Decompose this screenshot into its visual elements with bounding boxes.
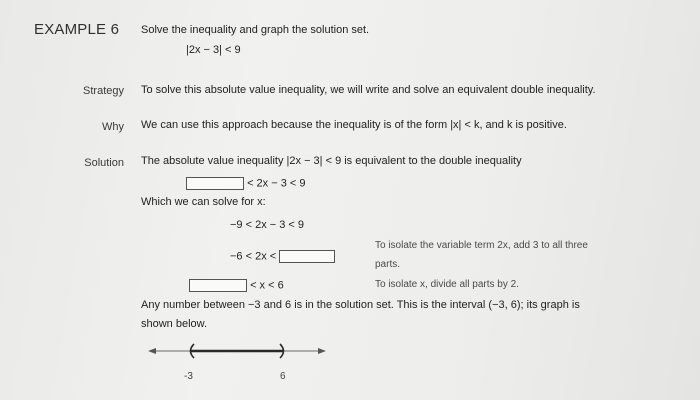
answer-blank-box[interactable] xyxy=(279,250,335,263)
left-arrow-icon xyxy=(148,348,156,354)
why-label: Why xyxy=(102,121,124,133)
step2-note-line2: parts. xyxy=(375,259,401,270)
step2-row xyxy=(230,250,335,263)
answer-blank-box[interactable] xyxy=(189,279,247,292)
step1-text: −9 < 2x − 3 < 9 xyxy=(230,219,305,231)
step2-note-line1: To isolate the variable term 2x, add 3 to all three xyxy=(375,240,588,251)
number-line xyxy=(140,336,340,386)
strategy-text: To solve this absolute value inequality, we will write and solve an equivalent double inequality. xyxy=(141,84,596,96)
step3-note: To isolate x, divide all parts by 2. xyxy=(375,279,519,290)
example-title: Solve the inequality and graph the solution set. xyxy=(141,24,370,36)
why-text: We can use this approach because the inequality is of the form |x| < k, and k is positive. xyxy=(141,119,567,131)
which-we-can-text: Which we can solve for x: xyxy=(141,196,266,208)
conclusion-line2: shown below. xyxy=(141,318,208,330)
double-inequality-row xyxy=(186,177,305,190)
strategy-label: Strategy xyxy=(83,85,124,97)
conclusion-line1: Any number between −3 and 6 is in the solution set. This is the interval (−3, 6); its graph is xyxy=(141,299,580,311)
right-tick-label: 6 xyxy=(280,371,286,382)
double-inequality-text: < 2x − 3 < 9 xyxy=(247,177,306,190)
left-tick-label: -3 xyxy=(184,371,193,382)
solution-intro: The absolute value inequality |2x − 3| < 9 is equivalent to the double inequality xyxy=(141,155,522,167)
step3-row xyxy=(189,279,284,292)
step3-text: < x < 6 xyxy=(250,279,284,292)
right-arrow-icon xyxy=(318,348,326,354)
answer-blank-box[interactable] xyxy=(186,177,244,190)
problem-statement: |2x − 3| < 9 xyxy=(186,44,241,56)
example-label: EXAMPLE 6 xyxy=(34,21,120,38)
solution-label: Solution xyxy=(84,157,124,169)
step2-text: −6 < 2x < xyxy=(230,250,277,263)
